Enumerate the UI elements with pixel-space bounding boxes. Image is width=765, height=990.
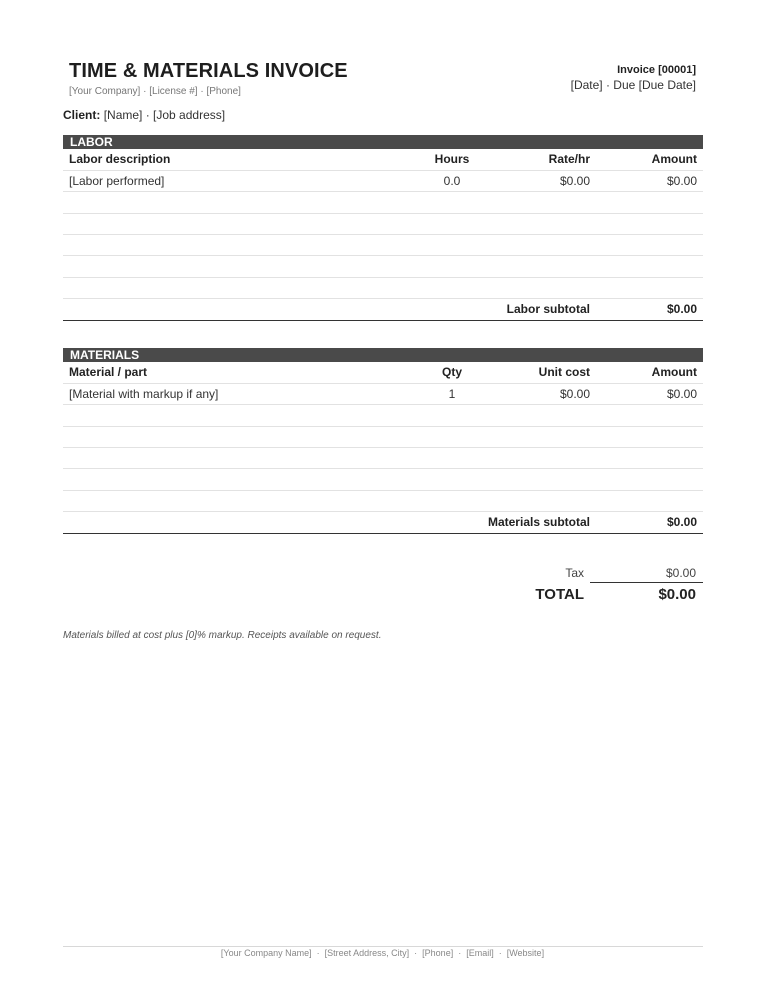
table-row xyxy=(63,192,703,213)
labor-subtotal-label: Labor subtotal xyxy=(419,299,596,320)
table-row xyxy=(63,490,703,511)
table-cell xyxy=(63,192,419,213)
table-row xyxy=(63,235,703,256)
table-cell xyxy=(63,448,419,469)
materials-subtotal-row xyxy=(63,512,703,533)
table-cell: 0.0 xyxy=(419,170,485,191)
materials-subtotal-label: Materials subtotal xyxy=(419,512,596,533)
totals-block xyxy=(63,562,703,607)
table-cell xyxy=(596,235,703,256)
column-header: Unit cost xyxy=(485,362,596,383)
table-cell xyxy=(596,448,703,469)
table-cell xyxy=(596,192,703,213)
document-title: TIME & MATERIALS INVOICE xyxy=(69,60,348,82)
footer-address: [Street Address, City] xyxy=(324,948,410,958)
tax-label: Tax xyxy=(565,566,584,580)
table-cell xyxy=(63,469,419,490)
table-cell xyxy=(63,426,419,447)
labor-subtotal-value: $0.00 xyxy=(596,299,703,320)
table-row xyxy=(63,383,703,404)
footer-company: [Your Company Name] xyxy=(220,948,312,958)
table-cell xyxy=(485,213,596,234)
table-cell xyxy=(485,405,596,426)
table-row xyxy=(63,426,703,447)
materials-subtotal-value: $0.00 xyxy=(596,512,703,533)
table-cell xyxy=(485,490,596,511)
table-cell xyxy=(596,277,703,298)
footer-separator: · xyxy=(458,948,462,958)
table-cell xyxy=(596,213,703,234)
table-cell xyxy=(596,490,703,511)
footer-phone: [Phone] xyxy=(422,948,454,958)
invoice-dates: [Date] · Due [Due Date] xyxy=(570,78,696,92)
table-cell xyxy=(596,256,703,277)
footer-email: [Email] xyxy=(466,948,494,958)
invoice-meta xyxy=(571,64,696,92)
labor-section xyxy=(63,135,703,321)
column-header: Material / part xyxy=(63,362,419,383)
table-cell xyxy=(419,213,485,234)
table-cell xyxy=(485,235,596,256)
table-cell: $0.00 xyxy=(596,170,703,191)
materials-section xyxy=(63,348,703,534)
total-label: TOTAL xyxy=(535,586,584,603)
table-cell xyxy=(63,277,419,298)
table-row xyxy=(63,448,703,469)
client-info xyxy=(63,108,225,122)
table-cell: $0.00 xyxy=(596,383,703,404)
table-cell xyxy=(485,192,596,213)
table-cell xyxy=(419,405,485,426)
footer-separator: · xyxy=(414,948,418,958)
table-cell: 1 xyxy=(419,383,485,404)
table-cell xyxy=(63,256,419,277)
table-cell: [Labor performed] xyxy=(63,170,419,191)
table-cell xyxy=(485,426,596,447)
table-cell xyxy=(596,405,703,426)
invoice-note: Materials billed at cost plus [0]% markup. Receipts available on request. xyxy=(63,630,382,641)
column-header: Rate/hr xyxy=(485,149,596,170)
table-cell xyxy=(485,256,596,277)
materials-header-row xyxy=(63,362,703,383)
table-cell xyxy=(63,213,419,234)
column-header: Hours xyxy=(419,149,485,170)
invoice-number: Invoice [00001] xyxy=(617,64,696,76)
column-header: Qty xyxy=(419,362,485,383)
column-header: Labor description xyxy=(63,149,419,170)
table-cell xyxy=(419,256,485,277)
table-cell xyxy=(419,490,485,511)
total-row xyxy=(63,583,703,607)
column-header: Amount xyxy=(596,362,703,383)
materials-section-header: MATERIALS xyxy=(63,348,703,362)
labor-header-row xyxy=(63,149,703,170)
materials-table xyxy=(63,362,703,534)
table-cell xyxy=(419,426,485,447)
client-label: Client: xyxy=(63,108,101,122)
table-cell xyxy=(63,490,419,511)
table-cell xyxy=(485,469,596,490)
table-row xyxy=(63,256,703,277)
table-cell: $0.00 xyxy=(485,170,596,191)
table-cell xyxy=(485,448,596,469)
labor-table xyxy=(63,149,703,321)
footer-website: [Website] xyxy=(506,948,545,958)
footer-divider xyxy=(63,946,703,947)
table-cell xyxy=(419,469,485,490)
tax-row xyxy=(63,562,703,583)
table-row xyxy=(63,170,703,191)
invoice-header xyxy=(69,60,348,97)
table-cell xyxy=(419,277,485,298)
table-row xyxy=(63,277,703,298)
table-cell: $0.00 xyxy=(485,383,596,404)
labor-section-header: LABOR xyxy=(63,135,703,149)
footer-separator: · xyxy=(316,948,320,958)
table-row xyxy=(63,469,703,490)
table-row xyxy=(63,213,703,234)
table-cell xyxy=(419,192,485,213)
table-row xyxy=(63,405,703,426)
company-info: [Your Company] · [License #] · [Phone] xyxy=(69,86,241,97)
table-cell: [Material with markup if any] xyxy=(63,383,419,404)
table-cell xyxy=(596,469,703,490)
footer-separator: · xyxy=(498,948,502,958)
table-cell xyxy=(419,448,485,469)
page-footer xyxy=(0,948,765,958)
table-cell xyxy=(63,235,419,256)
total-value: $0.00 xyxy=(658,586,696,603)
table-cell xyxy=(596,426,703,447)
client-value: [Name] · [Job address] xyxy=(103,108,226,122)
tax-value: $0.00 xyxy=(665,566,696,580)
table-cell xyxy=(419,235,485,256)
column-header: Amount xyxy=(596,149,703,170)
labor-subtotal-row xyxy=(63,299,703,320)
table-cell xyxy=(485,277,596,298)
table-cell xyxy=(63,405,419,426)
